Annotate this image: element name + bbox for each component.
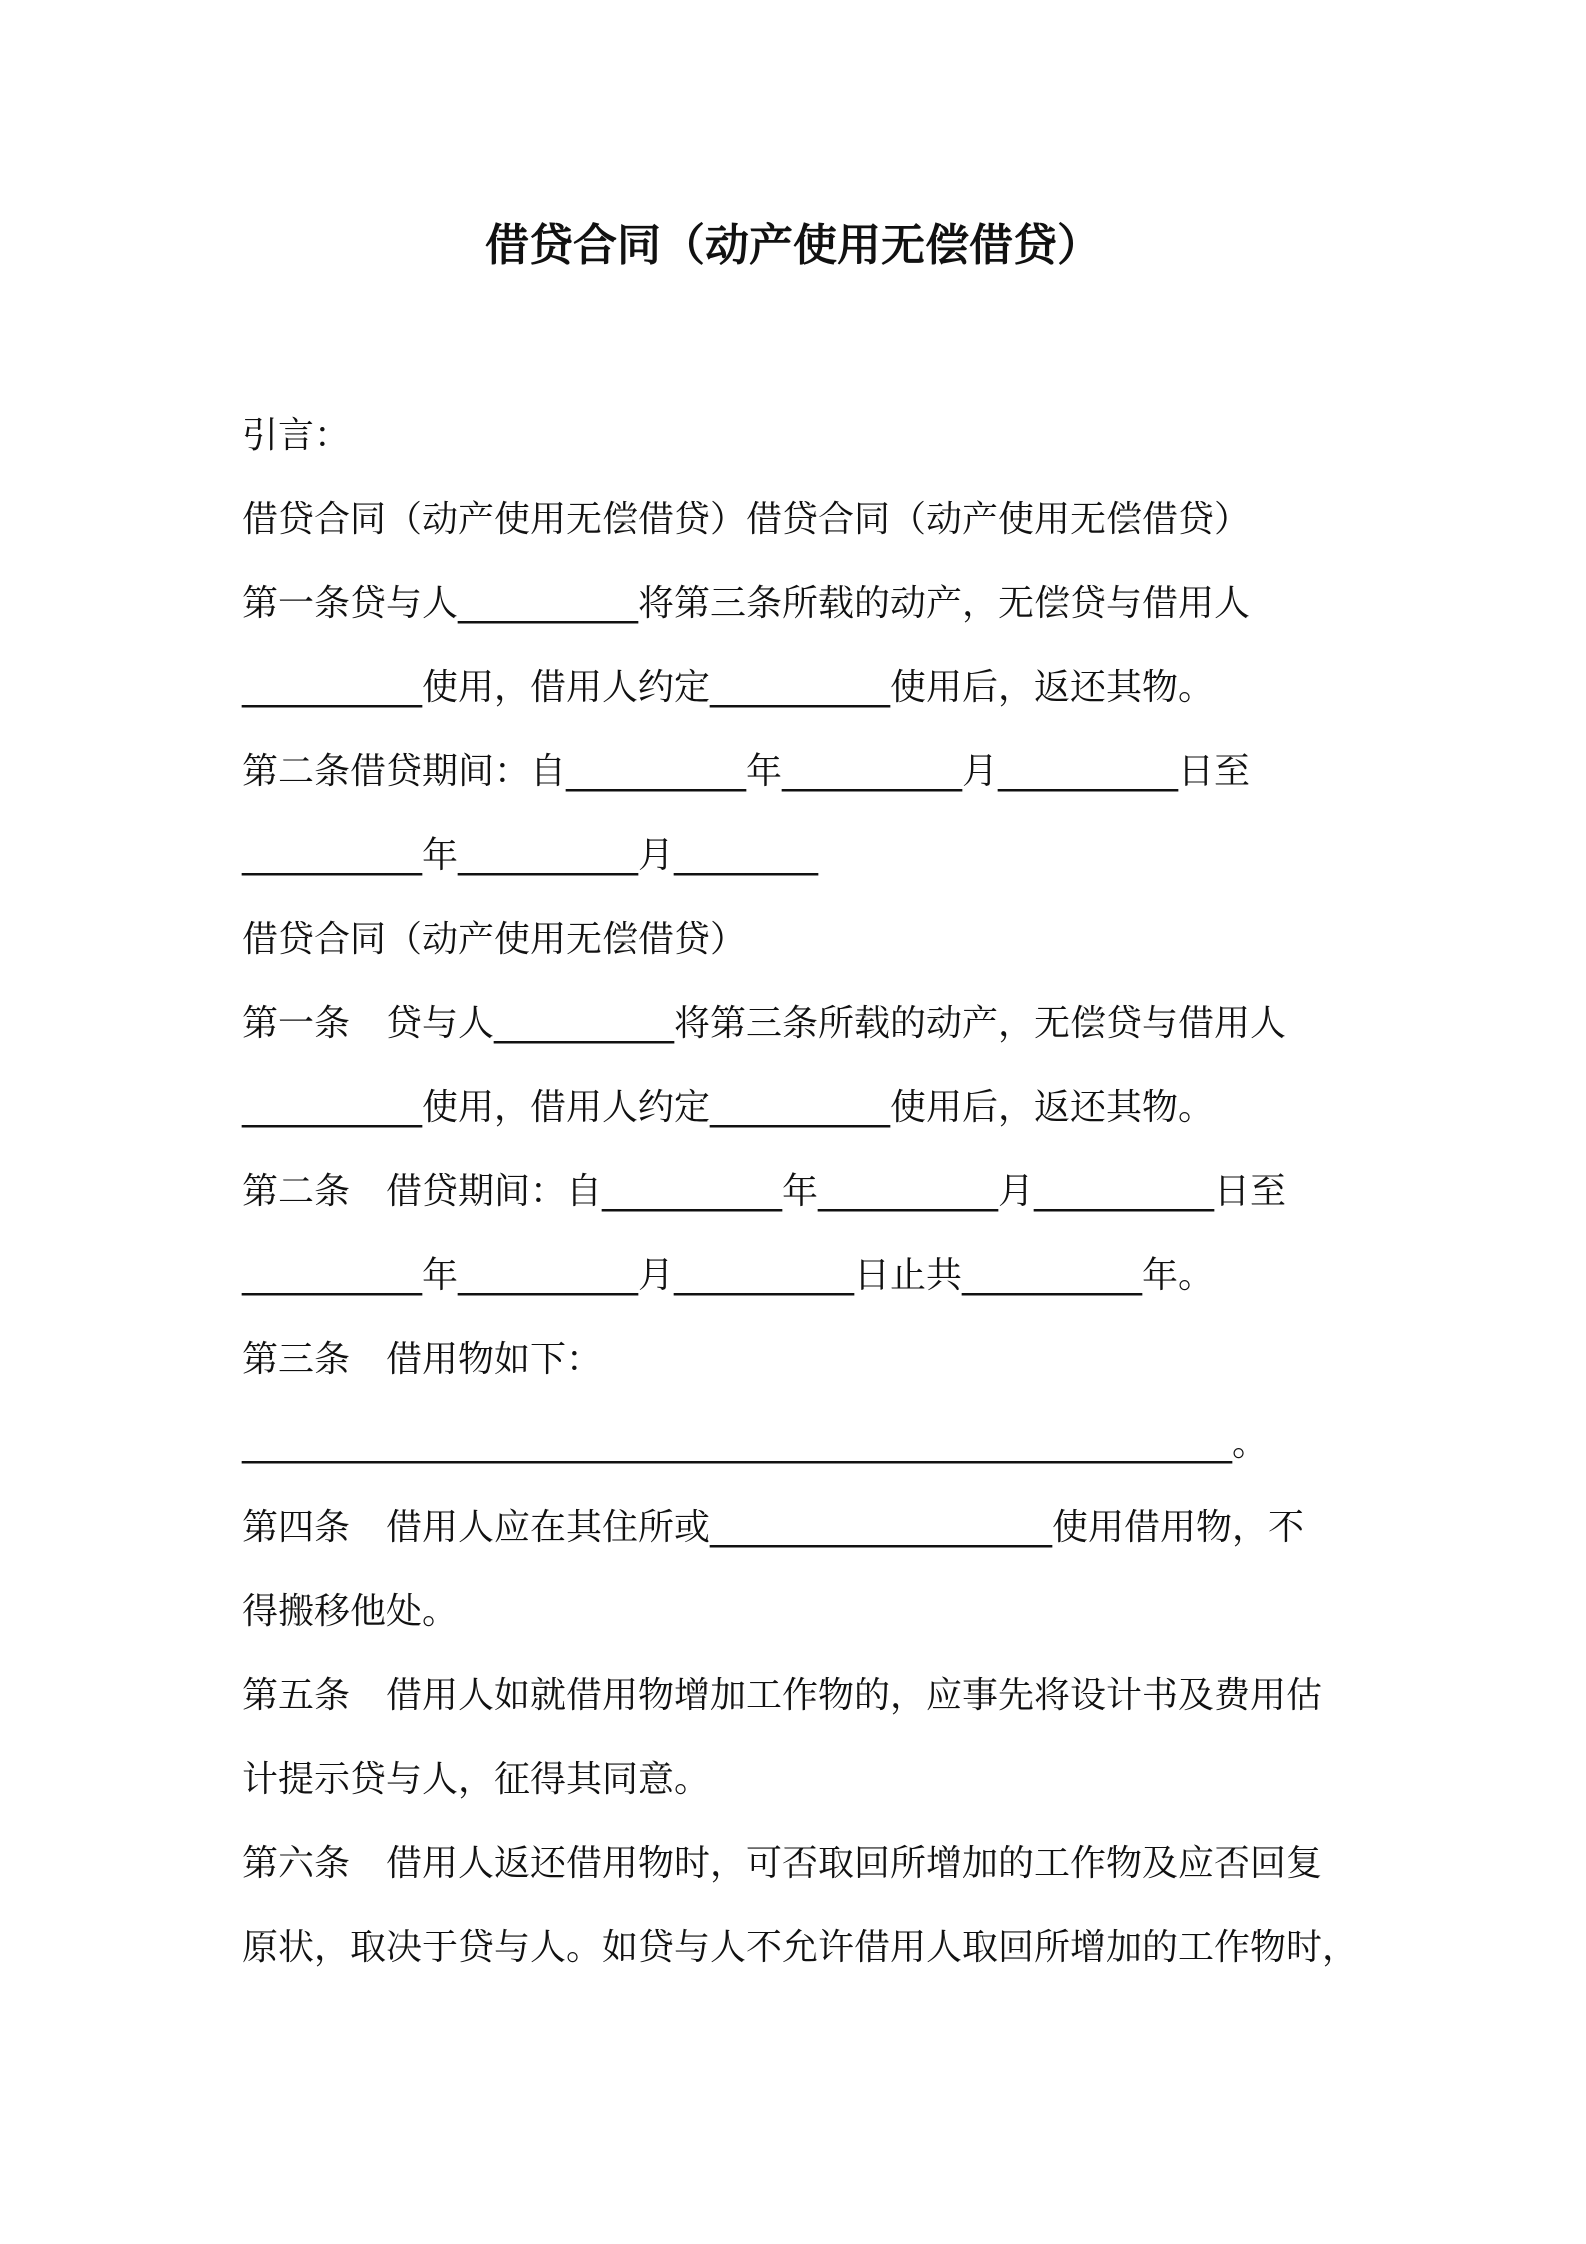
section-heading: 借贷合同（动产使用无偿借贷） (242, 919, 747, 960)
text-line: __________使用，借用人约定__________使用后，返还其物。 (242, 667, 1215, 708)
text-line: 第五条 借用人如就借用物增加工作物的，应事先将设计书及费用估 (242, 1675, 1323, 1716)
text-line: 计提示贷与人，征得其同意。 (242, 1759, 711, 1800)
text-line: 借贷合同（动产使用无偿借贷）借贷合同（动产使用无偿借贷） (242, 499, 1251, 540)
text-line: 第一条贷与人__________将第三条所载的动产，无偿贷与借用人 (242, 583, 1251, 624)
text-line: 得搬移他处。 (242, 1591, 459, 1632)
text-line: __________年__________月__________日止共__________年。 (242, 1255, 1215, 1296)
text-line: 第六条 借用人返还借用物时，可否取回所增加的工作物及应否回复 (242, 1843, 1323, 1884)
text-line: __________年__________月________ (242, 835, 818, 876)
text-line: 原状，取决于贷与人。如贷与人不允许借用人取回所增加的工作物时， (242, 1927, 1359, 1968)
text-line: 第三条 借用物如下： (242, 1339, 603, 1380)
text-line: _______________________________________________________。 (242, 1423, 1268, 1464)
intro-heading: 引言： (242, 415, 351, 456)
text-line: 第二条借贷期间：自__________年__________月__________日至 (242, 751, 1251, 792)
text-line: 第二条 借贷期间：自__________年__________月__________日至 (242, 1171, 1287, 1212)
text-line: 第一条 贷与人__________将第三条所载的动产，无偿贷与借用人 (242, 1003, 1287, 1044)
text-line: 第四条 借用人应在其住所或___________________使用借用物，不 (242, 1507, 1305, 1548)
document-title: 借贷合同（动产使用无偿借贷） (485, 220, 1101, 271)
text-line: __________使用，借用人约定__________使用后，返还其物。 (242, 1087, 1215, 1128)
